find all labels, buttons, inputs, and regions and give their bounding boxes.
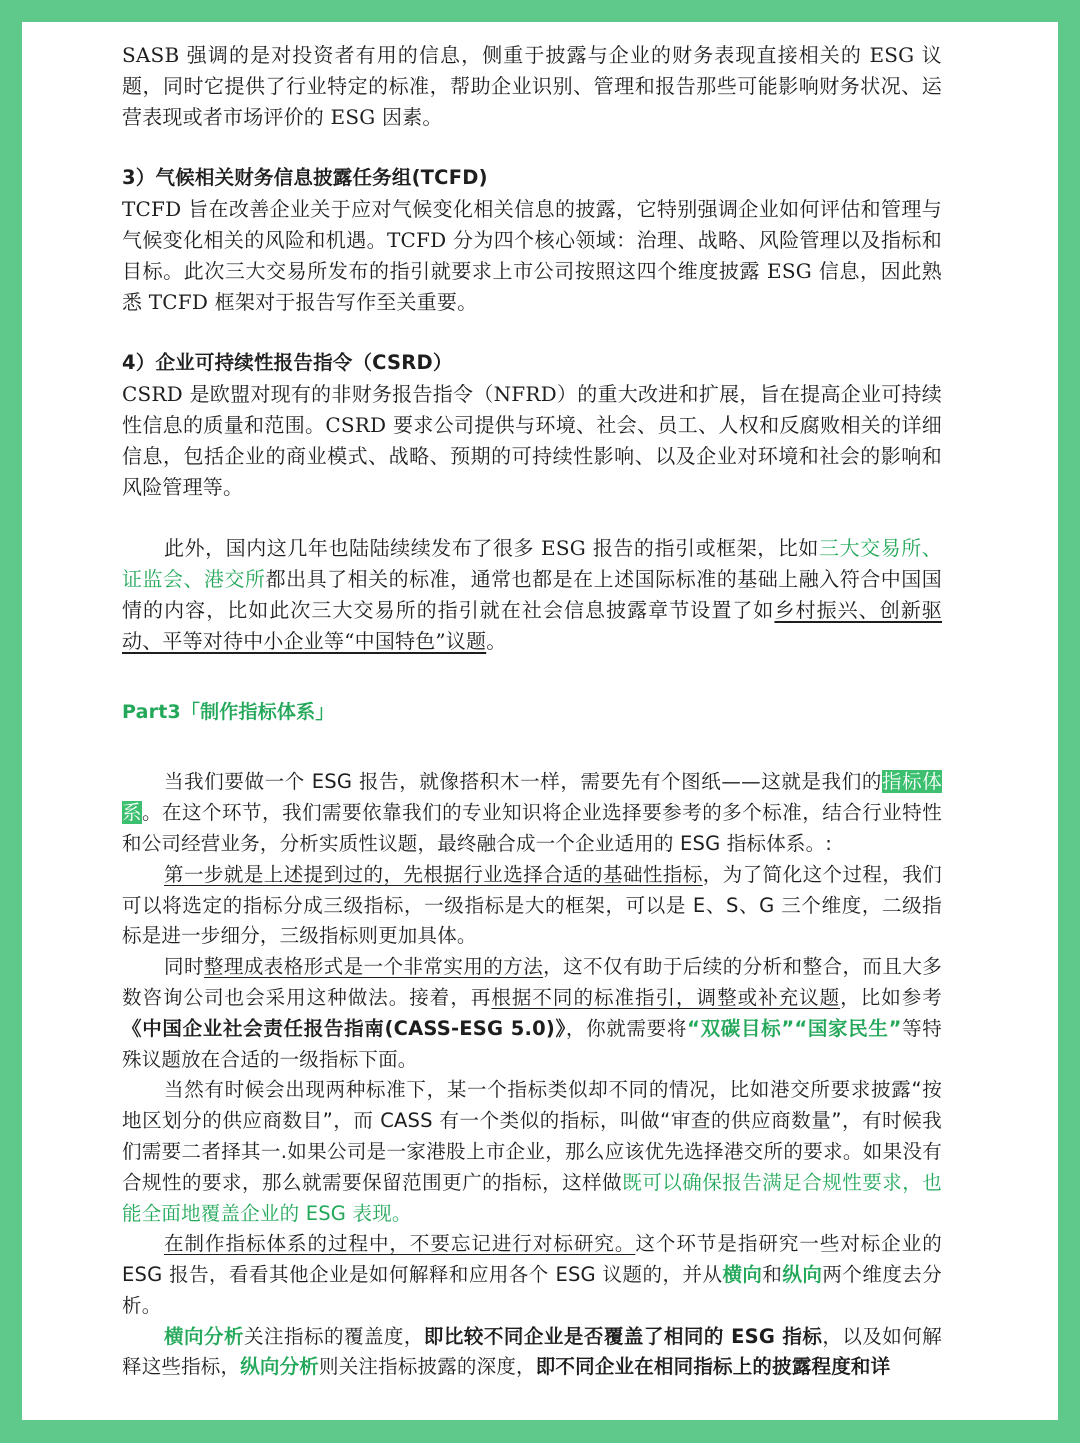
part3-intro: [122, 767, 942, 859]
csrd-heading: 4）企业可持续性报告指令（CSRD）: [122, 351, 453, 375]
part3-step2: [122, 952, 942, 1075]
domestic-topics: 乡村振兴、创新驱动、平等对待中小企业等“中国特色”议题: [122, 597, 942, 653]
tcfd-heading: 3）气候相关财务信息披露任务组(TCFD): [122, 166, 488, 190]
intro-text-1: 当我们要做一个 ESG 报告，就像搭积木一样，需要先有个图纸——这就是我们的: [164, 770, 883, 794]
domestic-text-3: 。: [486, 628, 507, 653]
step4-vertical: 纵向: [782, 1263, 823, 1287]
step2-text-e: 等特殊议题放在合适的一级指标下面。: [122, 1016, 943, 1071]
document-content: [122, 40, 942, 1383]
part3-step3: [122, 1075, 942, 1229]
step3-text: 当然有时候会出现两种标准下，某一个指标类似却不同的情况，比如港交所要求披露“按地区划分的供应商数目”，而 CASS 有一个类似的指标，叫做“审查的供应商数量”，有时候我们需要二者择其一.如果公司是一家港股上市企业，那么应该优先选择港交所的要求。如果没有合规性的要求，那么就需要保留范围更广的指标，这样做: [122, 1078, 942, 1194]
step3-green-text: 既可以确保报告满足合规性要求，也能全面地覆盖企业的 ESG 表现。: [122, 1170, 942, 1225]
part3-title: Part3「制作指标体系」: [122, 700, 335, 723]
step4-text-b: 和: [762, 1263, 783, 1287]
step1-underlined: 第一步就是上述提到过的，先根据行业选择合适的基础性指标: [164, 862, 703, 886]
part3-step5: [122, 1322, 942, 1384]
step4-text-a: 这个环节是指研究一些对标企业的 ESG 报告，看看其他企业是如何解释和应用各个 ESG 议题的，并从: [122, 1232, 942, 1287]
step2-text-b: ，这不仅有助于后续的分析和整合，而且大多数咨询公司也会采用这种做法。接着，再: [122, 955, 942, 1009]
domestic-orgs: 三大交易所、证监会、港交所: [122, 536, 943, 592]
step5-text-a: 关注指标的覆盖度，: [243, 1324, 424, 1348]
part3-step4: [122, 1229, 942, 1321]
step1-text: ，为了简化这个过程，我们可以将选定的指标分成三级指标，一级指标是大的框架，可以是 E、S、G 三个维度，二级指标是进一步细分，三级指标则更加具体。: [122, 862, 943, 948]
sasb-paragraph: SASB 强调的是对投资者有用的信息，侧重于披露与企业的财务表现直接相关的 ESG 议题，同时它提供了行业特定的标准，帮助企业识别、管理和报告那些可能影响财务状况、运营表现或者市场评价的 ESG 因素。: [122, 43, 942, 129]
document-page: [22, 22, 1058, 1420]
step2-guide-title: 《中国企业社会责任报告指南(CASS-ESG 5.0)》: [122, 1016, 566, 1040]
part3-step1: [122, 860, 942, 952]
step4-underlined: 在制作指标体系的过程中，不要忘记进行对标研究。: [164, 1232, 636, 1256]
step5-vertical-analysis: 纵向分析: [240, 1355, 320, 1379]
step2-underlined-1: 整理成表格形式是一个非常实用的方法: [203, 955, 544, 979]
domestic-text-2: 都出具了相关的标准，通常也都是在上述国际标准的基础上融入符合中国国情的内容，比如此次三大交易所的指引就在社会信息披露章节设置了如: [122, 567, 942, 622]
step4-text-c: 两个维度去分析。: [122, 1263, 942, 1317]
intro-text-2: 。在这个环节，我们需要依靠我们的专业知识将企业选择要参考的多个标准，结合行业特性和公司经营业务，分析实质性议题，最终融合成一个企业适用的 ESG 指标体系。:: [122, 801, 942, 855]
step2-text-c: ，比如参考: [840, 985, 942, 1009]
step5-text-b: ，以及如何解释这些指标，: [122, 1324, 942, 1379]
domestic-paragraph: [122, 533, 942, 656]
step2-text-d: ，你就需要将: [565, 1016, 688, 1040]
domestic-text-1: 此外，国内这几年也陆陆续续发布了很多 ESG 报告的指引或框架，比如: [164, 536, 819, 561]
step5-text-c: 则关注指标披露的深度，: [319, 1355, 536, 1379]
step5-bold-1: 即比较不同企业是否覆盖了相同的 ESG 指标: [423, 1324, 823, 1348]
part3-body: [122, 767, 942, 1383]
csrd-paragraph: CSRD 是欧盟对现有的非财务报告指令（NFRD）的重大改进和扩展，旨在提高企业可持续性信息的质量和范围。CSRD 要求公司提供与环境、社会、员工、人权和反腐败相关的详细信息，包括企业的商业模式、战略、预期的可持续性影响、以及企业对环境和社会的影响和风险管理等。: [122, 382, 942, 499]
tcfd-paragraph: TCFD 旨在改善企业关于应对气候变化相关信息的披露，它特别强调企业如何评估和管理与气候变化相关的风险和机遇。TCFD 分为四个核心领域：治理、战略、风险管理以及指标和目标。此次三大交易所发布的指引就要求上市公司按照这四个维度披露 ESG 信息，因此熟悉 TCFD 框架对于报告写作至关重要。: [122, 197, 942, 314]
step2-special-topics: “双碳目标”“国家民生”: [687, 1016, 902, 1040]
step2-text-a: 同时: [164, 955, 204, 979]
step5-horizontal-analysis: 横向分析: [164, 1324, 244, 1348]
step4-horizontal: 横向: [722, 1263, 763, 1287]
intro-highlight: 指标体系: [122, 770, 942, 825]
step2-underlined-2: 根据不同的标准指引，调整或补充议题: [491, 985, 841, 1009]
step5-bold-2: 即不同企业在相同指标上的披露程度和详: [535, 1355, 891, 1379]
